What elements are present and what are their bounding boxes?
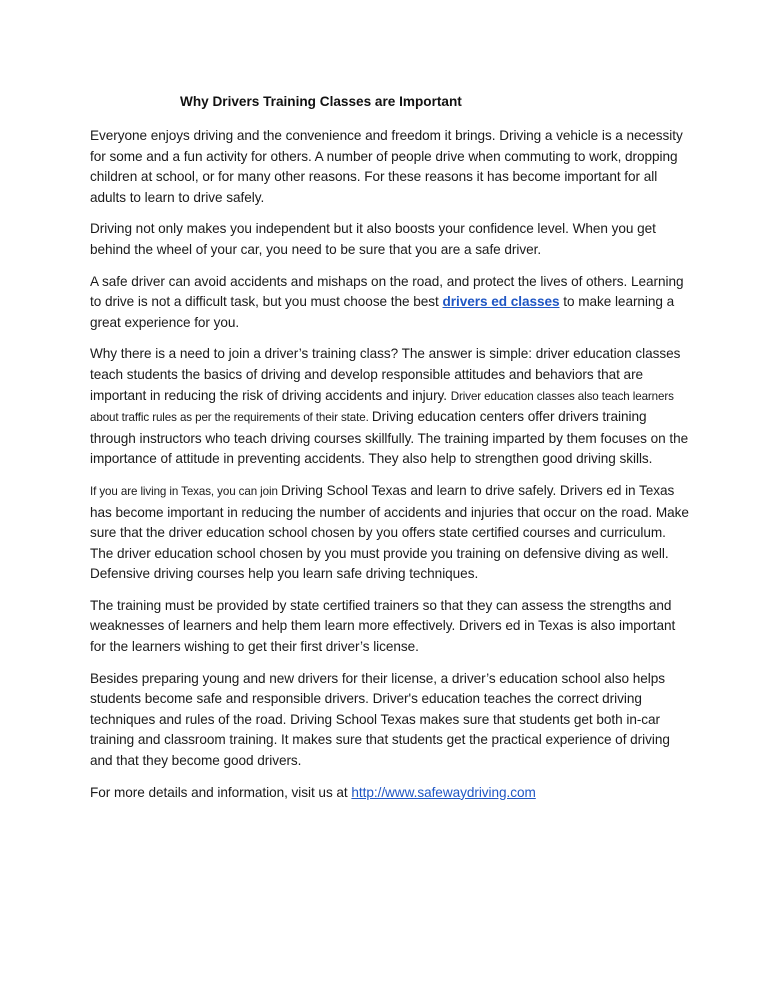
paragraph-6: The training must be provided by state certified trainers so that they can assess the strengths and weaknesses of learners and help them learn more effectively. Drivers ed in Texas is also important for the learners wishing to get their first driver’s license. [90, 597, 676, 655]
paragraph-8 [90, 783, 690, 804]
paragraph-7: Besides preparing young and new drivers for their license, a driver’s education school also helps students become safe and responsible drivers. Driver's education teaches the correct driving techniques and rules of the road. Driving School Texas makes sure that students get both in-car training and classroom training. It makes sure that students get the practical experience of driving and that they become good drivers. [90, 670, 670, 769]
paragraph-1: Everyone enjoys driving and the convenience and freedom it brings. Driving a vehicle is a necessity for some and a fun activity for others. A number of people drive when commuting to work, dropping children at school, or for many other reasons. For these reasons it has become important for all adults to learn to drive safely. [90, 128, 683, 205]
paragraph-8-text: For more details and information, visit us at [90, 784, 352, 800]
website-link[interactable]: http://www.safewaydriving.com [351, 784, 536, 800]
paragraph-4 [90, 344, 690, 470]
paragraph-4-text-end: Driving education centers offer drivers training through instructors who teach driving courses skillfully. The training imparted by them focuses on the importance of attitude in preventing accidents. They also help to strengthen good driving skills. [90, 409, 689, 467]
document-body [90, 92, 690, 814]
drivers-ed-classes-link[interactable]: drivers ed classes [442, 294, 560, 310]
paragraph-5-text-main: Driving School Texas and learn to drive safely. Drivers ed in Texas has become important in reducing the number of accidents and injuries that occur on the road. Make sure that the driver education school chosen by you offers state certified courses and curriculum. The driver education school chosen by you must provide you training on defensive diving as well. Defensive driving courses help you learn safe driving techniques. [90, 482, 689, 582]
document-title: Why Drivers Training Classes are Important [180, 94, 462, 109]
paragraph-4-text-main: Why there is a need to join a driver’s training class? The answer is simple: driver education classes teach students the basics of driving and develop responsible attitudes and behaviors that are important in reducing the risk of driving accidents and injury. [90, 346, 681, 403]
paragraph-3-text-start: A safe driver can avoid accidents and mishaps on the road, and protect the lives of others. Learning to drive is not a difficult task, but you must choose the best [90, 273, 684, 310]
paragraph-3-text-end: to make learning a great experience for you. [90, 294, 675, 330]
paragraph-3 [90, 272, 690, 334]
paragraph-4-text-small: Driver education classes also teach learners about traffic rules as per the requirements of their state. [90, 389, 674, 425]
paragraph-2: Driving not only makes you independent but it also boosts your confidence level. When you get behind the wheel of your car, you need to be sure that you are a safe driver. [90, 221, 656, 257]
paragraph-5-text-small: If you are living in Texas, you can join [90, 484, 281, 498]
paragraph-5 [90, 481, 690, 585]
